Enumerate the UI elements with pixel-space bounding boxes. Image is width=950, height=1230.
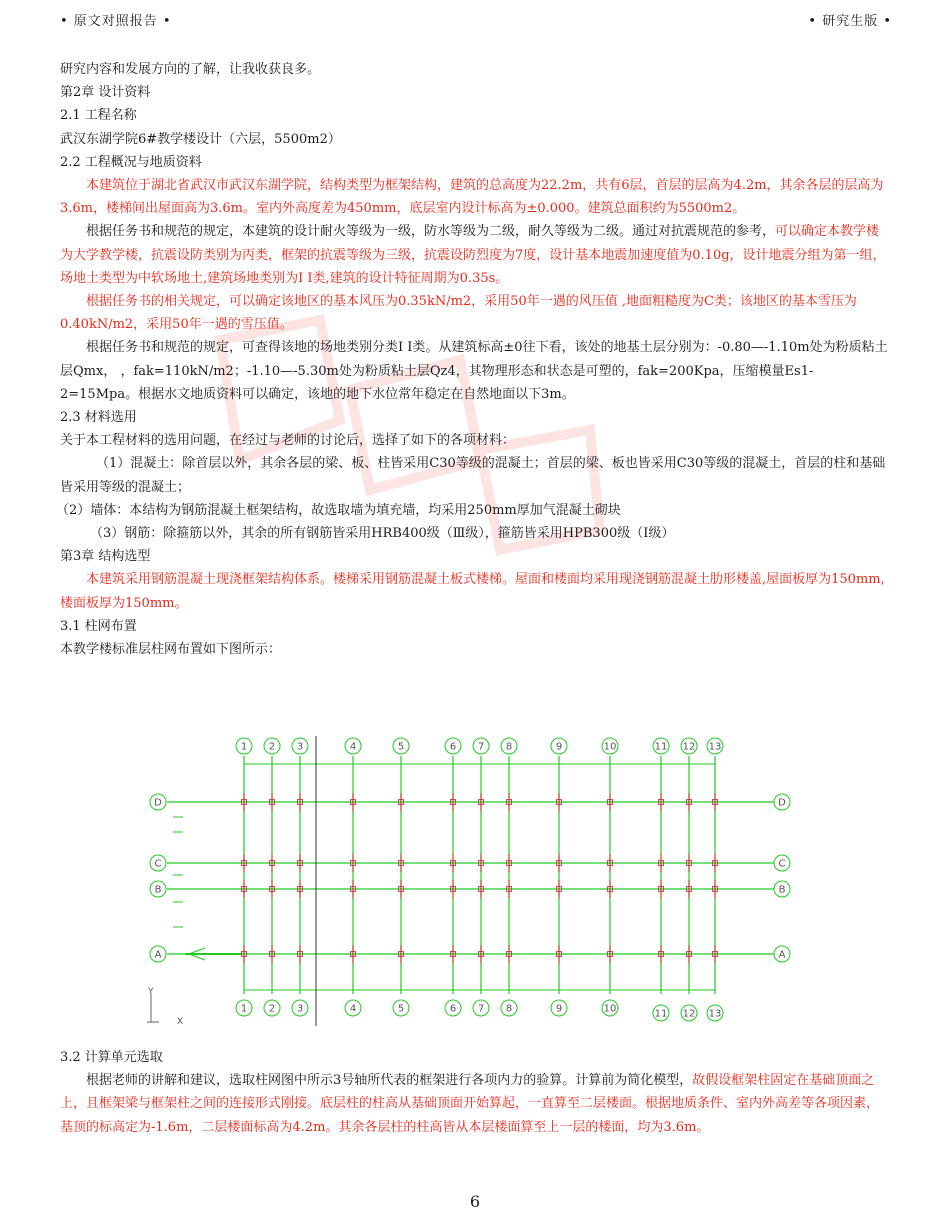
axis-label-3: 3 <box>296 1003 304 1015</box>
chapter-2-heading: 第2章 设计资料 <box>60 85 151 101</box>
axis-label-12: 12 <box>682 741 696 753</box>
axis-label-A: A <box>154 949 162 961</box>
axis-label-12: 12 <box>682 1008 696 1020</box>
axis-label-2: 2 <box>268 741 276 753</box>
axis-label-13: 13 <box>708 1008 722 1020</box>
rebar-line: （3）钢筋：除箍筋以外，其余的所有钢筋皆采用HRB400级（Ⅲ级），箍筋皆采用HPB300级（Ⅰ级） <box>90 526 675 542</box>
axis-label-6: 6 <box>449 1003 457 1015</box>
axis-label-10: 10 <box>603 741 617 753</box>
axis-label-1: 1 <box>240 741 248 753</box>
body-line: 研究内容和发展方向的了解，让我收获良多。 <box>60 62 321 77</box>
figure-intro: 本教学楼标准层柱网布置如下图所示： <box>60 642 282 658</box>
calc-unit-text-plain: 根据老师的讲解和建议，选取柱网图中所示3号轴所代表的框架进行各项内力的验算。计算前为简化模型， <box>86 1073 693 1089</box>
axis-label-2: 2 <box>268 1003 276 1015</box>
page-number: 6 <box>469 1192 481 1211</box>
axis-label-D: D <box>778 797 786 809</box>
axis-label-D: D <box>154 797 162 809</box>
axis-label-6: 6 <box>449 741 457 753</box>
seismic-text-plain: 根据任务书和规范的规定，本建筑的设计耐火等级为一级，防水等级为二级，耐久等级为二级。通过对抗震规范的参考， <box>86 224 776 240</box>
paragraph-overview: 本建筑位于湖北省武汉市武汉东湖学院，结构类型为框架结构，建筑的总高度为22.2m，共有6层，首层的层高为4.2m，其余各层的层高为3.6m，楼梯间出屋面高为3.6m。室内外高度差为450mm，底层室内设计标高为±0.000。建筑总面积约为5500m2。 <box>60 178 884 217</box>
paragraph-structure: 本建筑采用钢筋混凝土现浇框架结构体系。楼梯采用钢筋混凝土板式楼梯。屋面和楼面均采用现浇钢筋混凝土肋形楼盖,屋面板厚为150mm,楼面板厚为150mm。 <box>60 572 885 611</box>
section-2-1-heading: 2.1 工程名称 <box>60 108 137 124</box>
header-left: • 原文对照报告 • <box>60 14 172 29</box>
axis-label-A: A <box>778 949 786 961</box>
axis-label-4: 4 <box>349 1003 357 1015</box>
chapter-3-heading: 第3章 结构选型 <box>60 549 151 565</box>
paragraph-geology: 根据任务书和规范的规定，可查得该地的场地类别分类I I类。从建筑标高±0往下看，该处的地基土层分别为：-0.80—-1.10m处为粉质粘土层Qmx， ，fak=110kN/m2；-1.10—-5.30m处为粉质粘土层Qz4，其物理形态和状态是可塑的，fak=200Kpa，压缩模量Es1-2=15Mpa。根据水文地质资料可以确定，该地的地下水位常年稳定在自然地面以下3m。 <box>60 340 888 402</box>
axis-label-C: C <box>154 858 162 870</box>
axis-label-5: 5 <box>397 1003 405 1015</box>
axis-label-8: 8 <box>505 741 513 753</box>
document-body <box>56 58 890 661</box>
paragraph-calc-unit <box>60 1069 890 1139</box>
axis-label-9: 9 <box>555 741 563 753</box>
section-2-3-heading: 2.3 材料选用 <box>60 410 137 426</box>
axis-label-7: 7 <box>477 741 485 753</box>
axis-label-3: 3 <box>296 741 304 753</box>
axis-label-8: 8 <box>505 1003 513 1015</box>
calc-unit-text-highlight: 故假设框架柱固定在基础顶面之上，且框架梁与框架柱之间的连接形式刚接。底层柱的柱高从基础顶面开始算起，一直算至二层楼面。根据地质条件、室内外高差等各项因素，基顶的标高定为-1.6m，二层楼面标高为4.2m。其余各层柱的柱高皆从本层楼面算至上一层的楼面，均为3.6m。 <box>60 1073 880 1135</box>
axis-label-C: C <box>778 858 786 870</box>
paragraph-concrete: （1）混凝土：除首层以外，其余各层的梁、板、柱皆采用C30等级的混凝土；首层的梁、板也皆采用C30等级的混凝土，首层的柱和基础皆采用等级的混凝土； <box>60 456 886 495</box>
section-3-1-heading: 3.1 柱网布置 <box>60 618 137 634</box>
document-body-lower <box>60 1046 890 1139</box>
walls-line: （2）墙体：本结构为钢筋混凝土框架结构，故选取墙为填充墙，均采用250mm厚加气混凝土砌块 <box>56 502 621 518</box>
axis-label-B: B <box>778 884 786 896</box>
section-3-2-heading: 3.2 计算单元选取 <box>60 1050 163 1065</box>
ucs-y-label: Y <box>148 987 154 997</box>
column-grid-plan <box>145 732 795 1030</box>
axis-label-7: 7 <box>477 1003 485 1015</box>
header-right: • 研究生版 • <box>808 14 892 29</box>
seismic-text-highlight: 可以确定本教学楼为大学教学楼，抗震设防类别为丙类，框架的抗震等级为三级，抗震设防烈度为7度，设计基本地震加速度值为0.10g，设计地震分组为第一组，场地土类型为中软场地土,建筑场地类别为I I类,建筑的设计特征周期为0.35s。 <box>60 224 886 286</box>
axis-label-11: 11 <box>654 741 668 753</box>
axis-label-10: 10 <box>603 1003 617 1015</box>
paragraph-wind-snow: 根据任务书的相关规定，可以确定该地区的基本风压为0.35kN/m2，采用50年一遇的风压值 ,地面粗糙度为C类；该地区的基本雪压为0.40kN/m2，采用50年一遇的雪压值。 <box>60 294 857 333</box>
axis-label-9: 9 <box>555 1003 563 1015</box>
axis-label-1: 1 <box>240 1003 248 1015</box>
axis-label-5: 5 <box>397 741 405 753</box>
section-2-2-heading: 2.2 工程概况与地质资料 <box>60 154 202 170</box>
axis-label-13: 13 <box>708 741 722 753</box>
axis-label-B: B <box>154 884 162 896</box>
column-grid-drawing <box>145 732 795 1030</box>
materials-intro: 关于本工程材料的选用问题，在经过与老师的讨论后，选择了如下的各项材料： <box>60 433 516 449</box>
paragraph-seismic <box>60 220 890 290</box>
axis-label-11: 11 <box>654 1008 668 1020</box>
project-name: 武汉东湖学院6#教学楼设计（六层，5500m2） <box>60 131 341 147</box>
ucs-x-label: X <box>177 1017 184 1027</box>
axis-label-4: 4 <box>349 741 357 753</box>
